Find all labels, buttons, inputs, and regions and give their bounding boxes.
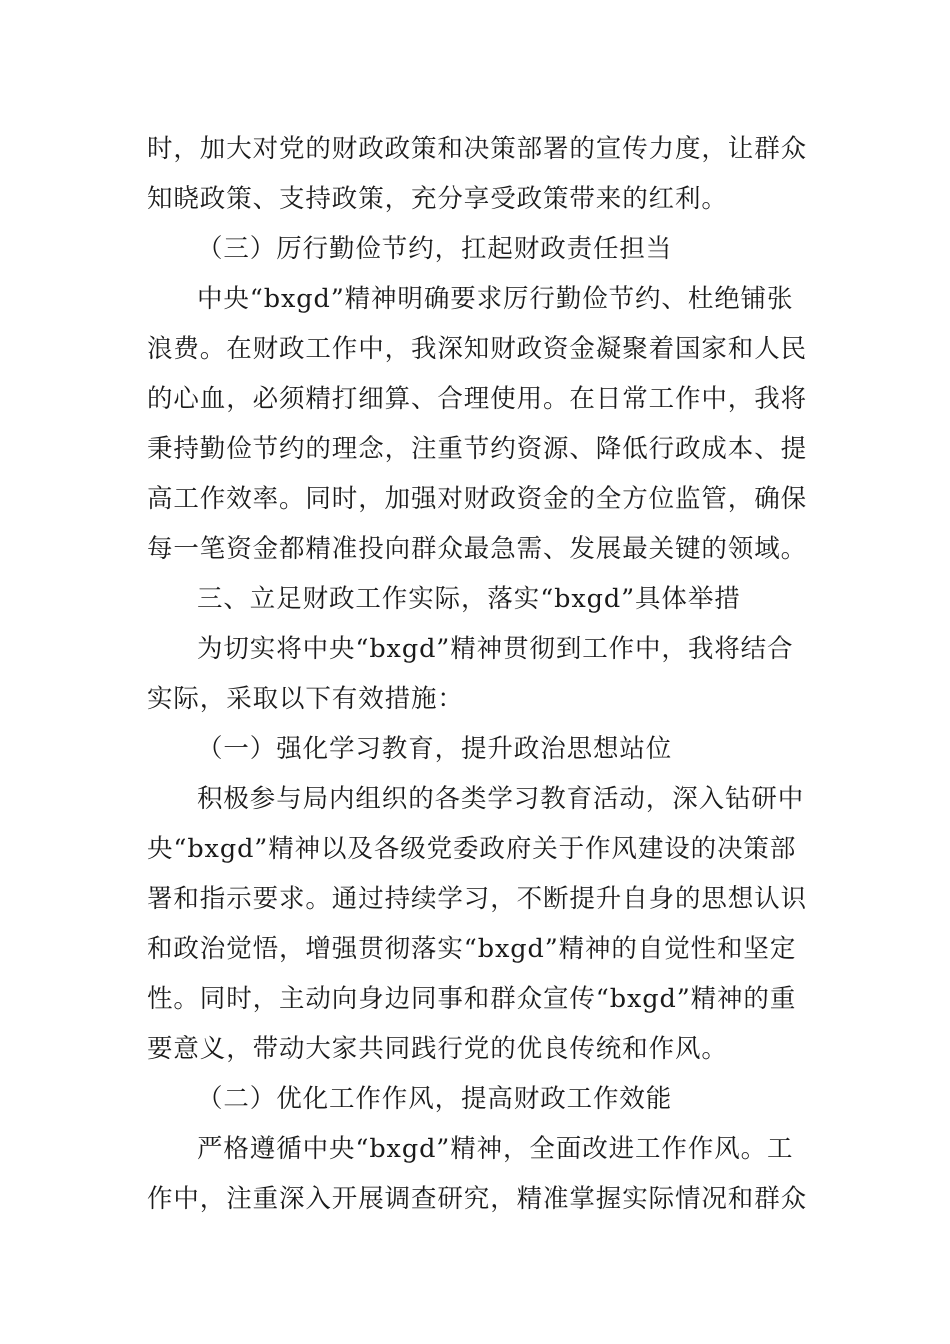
paragraph-line: 性。同时，主动向身边同事和群众宣传“bxgd”精神的重 <box>147 984 797 1014</box>
paragraph-line: 央“bxgd”精神以及各级党委政府关于作风建设的决策部 <box>147 834 797 864</box>
paragraph-line: 和政治觉悟，增强贯彻落实“bxgd”精神的自觉性和坚定 <box>147 934 797 964</box>
paragraph-line: 作中，注重深入开展调查研究，精准掌握实际情况和群众 <box>147 1184 808 1214</box>
paragraph-line: 浪费。在财政工作中，我深知财政资金凝聚着国家和人民 <box>147 334 808 364</box>
paragraph-line: 为切实将中央“bxgd”精神贯彻到工作中，我将结合 <box>197 634 794 664</box>
paragraph-line: 时，加大对党的财政政策和决策部署的宣传力度，让群众 <box>147 134 808 164</box>
paragraph-line: 知晓政策、支持政策，充分享受政策带来的红利。 <box>147 184 728 214</box>
paragraph-line: 严格遵循中央“bxgd”精神，全面改进工作作风。工 <box>197 1134 794 1164</box>
section-heading: （三）厉行勤俭节约，扛起财政责任担当 <box>197 234 673 264</box>
section-heading: （二）优化工作作风，提高财政工作效能 <box>197 1084 673 1114</box>
paragraph-line: 的心血，必须精打细算、合理使用。在日常工作中，我将 <box>147 384 808 414</box>
section-heading: （一）强化学习教育，提升政治思想站位 <box>197 734 673 764</box>
paragraph-line: 实际，采取以下有效措施： <box>147 684 464 714</box>
paragraph-line: 署和指示要求。通过持续学习，不断提升自身的思想认识 <box>147 884 808 914</box>
section-heading: 三、立足财政工作实际，落实“bxgd”具体举措 <box>197 584 741 614</box>
paragraph-line: 中央“bxgd”精神明确要求厉行勤俭节约、杜绝铺张 <box>197 284 794 314</box>
paragraph-line: 要意义，带动大家共同践行党的优良传统和作风。 <box>147 1034 728 1064</box>
paragraph-line: 秉持勤俭节约的理念，注重节约资源、降低行政成本、提 <box>147 434 808 464</box>
paragraph-line: 高工作效率。同时，加强对财政资金的全方位监管，确保 <box>147 484 808 514</box>
paragraph-line: 积极参与局内组织的各类学习教育活动，深入钻研中 <box>197 784 805 814</box>
paragraph-line: 每一笔资金都精准投向群众最急需、发展最关键的领域。 <box>147 534 808 564</box>
